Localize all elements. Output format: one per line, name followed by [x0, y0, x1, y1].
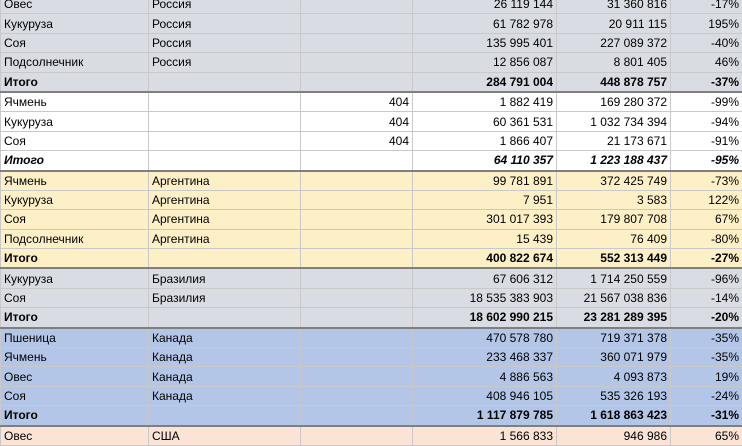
code-cell[interactable]	[301, 249, 413, 269]
code-cell[interactable]	[301, 151, 413, 171]
value-2020-cell[interactable]: 31 360 816	[557, 0, 671, 14]
code-cell[interactable]	[301, 229, 413, 248]
value-2020-cell[interactable]: 179 807 708	[557, 210, 671, 229]
country-cell[interactable]	[149, 72, 301, 92]
total-row	[1, 151, 742, 171]
value-2020-cell[interactable]: 20 911 115	[557, 14, 671, 33]
table-row	[1, 92, 742, 112]
code-cell[interactable]: 404	[301, 131, 413, 150]
change-percent-cell[interactable]: -35%	[671, 328, 742, 348]
value-2021-cell[interactable]: 26 119 144	[413, 0, 557, 14]
country-cell[interactable]: США	[149, 426, 301, 446]
table-row	[1, 210, 742, 229]
value-2021-cell[interactable]: 1 117 879 785	[413, 406, 557, 426]
value-2020-cell[interactable]: 8 801 405	[557, 53, 671, 72]
value-2020-cell[interactable]: 946 986	[557, 426, 671, 446]
country-cell[interactable]: Канада	[149, 348, 301, 367]
value-2020-cell[interactable]: 3 583	[557, 190, 671, 209]
value-2020-cell[interactable]: 21 173 671	[557, 131, 671, 150]
crop-cell[interactable]: Соя	[1, 33, 149, 52]
crop-cell[interactable]: Овес	[1, 0, 149, 14]
code-cell[interactable]: 404	[301, 112, 413, 131]
code-cell[interactable]	[301, 210, 413, 229]
value-2021-cell[interactable]: 135 995 401	[413, 33, 557, 52]
change-percent-cell[interactable]: 122%	[671, 190, 742, 209]
change-percent-cell[interactable]: -40%	[671, 33, 742, 52]
table-row	[1, 14, 742, 33]
value-2021-cell[interactable]: 4 886 563	[413, 367, 557, 386]
value-2020-cell[interactable]: 4 093 873	[557, 367, 671, 386]
crop-cell[interactable]: Итого	[1, 72, 149, 92]
country-cell[interactable]	[149, 131, 301, 150]
change-percent-cell[interactable]: 195%	[671, 14, 742, 33]
total-row	[1, 308, 742, 328]
value-2020-cell[interactable]: 1 618 863 423	[557, 406, 671, 426]
crop-cell[interactable]: Кукуруза	[1, 14, 149, 33]
country-cell[interactable]: Бразилия	[149, 268, 301, 288]
table-row	[1, 328, 742, 348]
code-cell[interactable]	[301, 426, 413, 446]
code-cell[interactable]	[301, 14, 413, 33]
code-cell[interactable]	[301, 171, 413, 191]
value-2021-cell[interactable]: 1 566 833	[413, 426, 557, 446]
value-2021-cell[interactable]: 12 856 087	[413, 53, 557, 72]
change-percent-cell[interactable]: -14%	[671, 288, 742, 307]
code-cell[interactable]	[301, 288, 413, 307]
crop-cell[interactable]: Соя	[1, 288, 149, 307]
code-cell[interactable]	[301, 53, 413, 72]
country-cell[interactable]: Россия	[149, 14, 301, 33]
change-percent-cell[interactable]: 19%	[671, 367, 742, 386]
country-cell[interactable]: Россия	[149, 33, 301, 52]
value-2021-cell[interactable]: 61 782 978	[413, 14, 557, 33]
code-cell[interactable]: 404	[301, 92, 413, 112]
country-cell[interactable]: Россия	[149, 0, 301, 14]
country-cell[interactable]: Аргентина	[149, 190, 301, 209]
table-row	[1, 190, 742, 209]
code-cell[interactable]	[301, 367, 413, 386]
crop-cell[interactable]: Итого	[1, 151, 149, 171]
value-2020-cell[interactable]: 23 281 289 395	[557, 308, 671, 328]
change-percent-cell[interactable]: -37%	[671, 72, 742, 92]
code-cell[interactable]	[301, 190, 413, 209]
crop-cell[interactable]: Итого	[1, 308, 149, 328]
value-2021-cell[interactable]: 18 535 383 903	[413, 288, 557, 307]
change-percent-cell[interactable]: -96%	[671, 268, 742, 288]
value-2020-cell[interactable]: 227 089 372	[557, 33, 671, 52]
code-cell[interactable]	[301, 308, 413, 328]
value-2020-cell[interactable]: 448 878 757	[557, 72, 671, 92]
country-cell[interactable]: Канада	[149, 367, 301, 386]
change-percent-cell[interactable]: 65%	[671, 426, 742, 446]
value-2021-cell[interactable]: 470 578 780	[413, 328, 557, 348]
change-percent-cell[interactable]: -24%	[671, 386, 742, 405]
value-2021-cell[interactable]: 7 951	[413, 190, 557, 209]
value-2020-cell[interactable]: 1 223 188 437	[557, 151, 671, 171]
total-row	[1, 249, 742, 269]
code-cell[interactable]	[301, 348, 413, 367]
value-2020-cell[interactable]: 535 326 193	[557, 386, 671, 405]
table-row	[1, 229, 742, 248]
table-row	[1, 0, 742, 14]
country-cell[interactable]: Канада	[149, 328, 301, 348]
crop-cell[interactable]: Ячмень	[1, 171, 149, 191]
value-2021-cell[interactable]: 400 822 674	[413, 249, 557, 269]
value-2021-cell[interactable]: 18 602 990 215	[413, 308, 557, 328]
country-cell[interactable]: Россия	[149, 53, 301, 72]
trade-table-body	[1, 0, 742, 445]
crop-cell[interactable]: Кукуруза	[1, 268, 149, 288]
country-cell[interactable]	[149, 112, 301, 131]
code-cell[interactable]	[301, 406, 413, 426]
country-cell[interactable]	[149, 151, 301, 171]
code-cell[interactable]	[301, 72, 413, 92]
value-2021-cell[interactable]: 301 017 393	[413, 210, 557, 229]
change-percent-cell[interactable]: -99%	[671, 92, 742, 112]
total-row	[1, 72, 742, 92]
table-row	[1, 131, 742, 150]
value-2020-cell[interactable]: 719 371 378	[557, 328, 671, 348]
value-2021-cell[interactable]: 1 882 419	[413, 92, 557, 112]
code-cell[interactable]	[301, 0, 413, 14]
crop-cell[interactable]: Соя	[1, 386, 149, 405]
table-row	[1, 171, 742, 191]
value-2020-cell[interactable]: 1 032 734 394	[557, 112, 671, 131]
value-2021-cell[interactable]: 15 439	[413, 229, 557, 248]
table-row	[1, 348, 742, 367]
country-cell[interactable]: Бразилия	[149, 288, 301, 307]
country-cell[interactable]: Канада	[149, 386, 301, 405]
country-cell[interactable]: Аргентина	[149, 229, 301, 248]
country-cell[interactable]	[149, 308, 301, 328]
country-cell[interactable]: Аргентина	[149, 171, 301, 191]
crop-cell[interactable]: Кукуруза	[1, 190, 149, 209]
crop-cell[interactable]: Итого	[1, 249, 149, 269]
value-2020-cell[interactable]: 21 567 038 836	[557, 288, 671, 307]
change-percent-cell[interactable]: -94%	[671, 112, 742, 131]
change-percent-cell[interactable]: 67%	[671, 210, 742, 229]
crop-cell[interactable]: Овес	[1, 426, 149, 446]
total-row	[1, 406, 742, 426]
table-row	[1, 367, 742, 386]
crop-cell[interactable]: Овес	[1, 367, 149, 386]
change-percent-cell[interactable]: -80%	[671, 229, 742, 248]
change-percent-cell[interactable]: -91%	[671, 131, 742, 150]
value-2020-cell[interactable]: 552 313 449	[557, 249, 671, 269]
crop-cell[interactable]: Ячмень	[1, 348, 149, 367]
value-2021-cell[interactable]: 99 781 891	[413, 171, 557, 191]
country-cell[interactable]	[149, 249, 301, 269]
crop-cell[interactable]: Соя	[1, 131, 149, 150]
change-percent-cell[interactable]: -73%	[671, 171, 742, 191]
value-2021-cell[interactable]: 67 606 312	[413, 268, 557, 288]
table-row	[1, 426, 742, 446]
table-row	[1, 288, 742, 307]
table-row	[1, 268, 742, 288]
crop-cell[interactable]: Подсолнечник	[1, 53, 149, 72]
value-2020-cell[interactable]: 1 714 250 559	[557, 268, 671, 288]
value-2020-cell[interactable]: 360 071 979	[557, 348, 671, 367]
crop-cell[interactable]: Ячмень	[1, 92, 149, 112]
crop-cell[interactable]: Подсолнечник	[1, 229, 149, 248]
value-2021-cell[interactable]: 60 361 531	[413, 112, 557, 131]
table-row	[1, 33, 742, 52]
change-percent-cell[interactable]: -35%	[671, 348, 742, 367]
code-cell[interactable]	[301, 328, 413, 348]
country-cell[interactable]: Аргентина	[149, 210, 301, 229]
crop-cell[interactable]: Пшеница	[1, 328, 149, 348]
table-row	[1, 53, 742, 72]
table-row	[1, 112, 742, 131]
value-2021-cell[interactable]: 408 946 105	[413, 386, 557, 405]
value-2021-cell[interactable]: 1 866 407	[413, 131, 557, 150]
change-percent-cell[interactable]: -31%	[671, 406, 742, 426]
change-percent-cell[interactable]: -17%	[671, 0, 742, 14]
table-row	[1, 386, 742, 405]
value-2020-cell[interactable]: 372 425 749	[557, 171, 671, 191]
value-2020-cell[interactable]: 76 409	[557, 229, 671, 248]
change-percent-cell[interactable]: -20%	[671, 308, 742, 328]
code-cell[interactable]	[301, 386, 413, 405]
country-cell[interactable]	[149, 92, 301, 112]
value-2021-cell[interactable]: 284 791 004	[413, 72, 557, 92]
change-percent-cell[interactable]: 46%	[671, 53, 742, 72]
change-percent-cell[interactable]: -27%	[671, 249, 742, 269]
code-cell[interactable]	[301, 268, 413, 288]
code-cell[interactable]	[301, 33, 413, 52]
crop-cell[interactable]: Кукуруза	[1, 112, 149, 131]
value-2021-cell[interactable]: 64 110 357	[413, 151, 557, 171]
crop-cell[interactable]: Итого	[1, 406, 149, 426]
change-percent-cell[interactable]: -95%	[671, 151, 742, 171]
country-cell[interactable]	[149, 406, 301, 426]
value-2020-cell[interactable]: 169 280 372	[557, 92, 671, 112]
value-2021-cell[interactable]: 233 468 337	[413, 348, 557, 367]
crop-cell[interactable]: Соя	[1, 210, 149, 229]
